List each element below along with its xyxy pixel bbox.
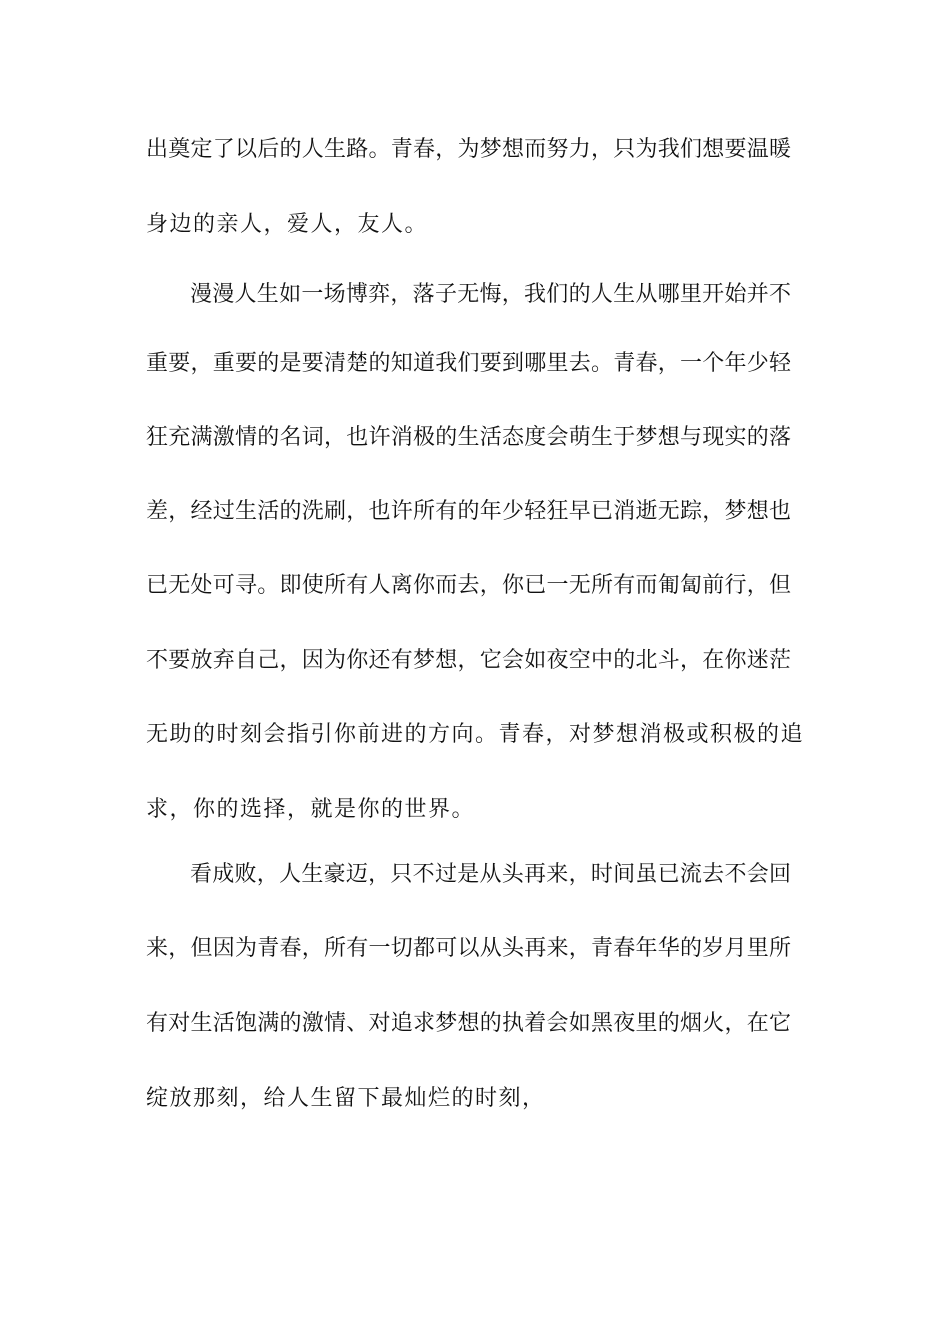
text-line: 出奠定了以后的人生路。青春，为梦想而努力，只为我们想要温暖 [146,137,791,162]
text-line: 身边的亲人，爱人，友人。 [146,212,429,237]
text-line: 看成败，人生豪迈，只不过是从头再来，时间虽已流去不会回 [190,862,791,887]
text-line: 狂充满激情的名词，也许消极的生活态度会萌生于梦想与现实的落 [146,425,791,450]
text-line: 漫漫人生如一场博弈，落子无悔，我们的人生从哪里开始并不 [190,282,791,307]
text-line: 绽放那刻，给人生留下最灿烂的时刻， [146,1086,546,1111]
text-line: 已无处可寻。即使所有人离你而去，你已一无所有而匍匐前行，但 [146,573,791,598]
text-line: 有对生活饱满的激情、对追求梦想的执着会如黑夜里的烟火，在它 [146,1011,791,1036]
text-line: 重要，重要的是要清楚的知道我们要到哪里去。青春，一个年少轻 [146,351,791,376]
text-line: 求，你的选择，就是你的世界。 [146,797,476,822]
text-line: 不要放弃自己，因为你还有梦想，它会如夜空中的北斗，在你迷茫 [146,648,791,673]
text-line: 无助的时刻会指引你前进的方向。青春，对梦想消极或积极的追 [146,722,805,747]
text-line: 来，但因为青春，所有一切都可以从头再来，青春年华的岁月里所 [146,936,791,961]
text-line: 差，经过生活的洗刷，也许所有的年少轻狂早已消逝无踪，梦想也 [146,499,791,524]
